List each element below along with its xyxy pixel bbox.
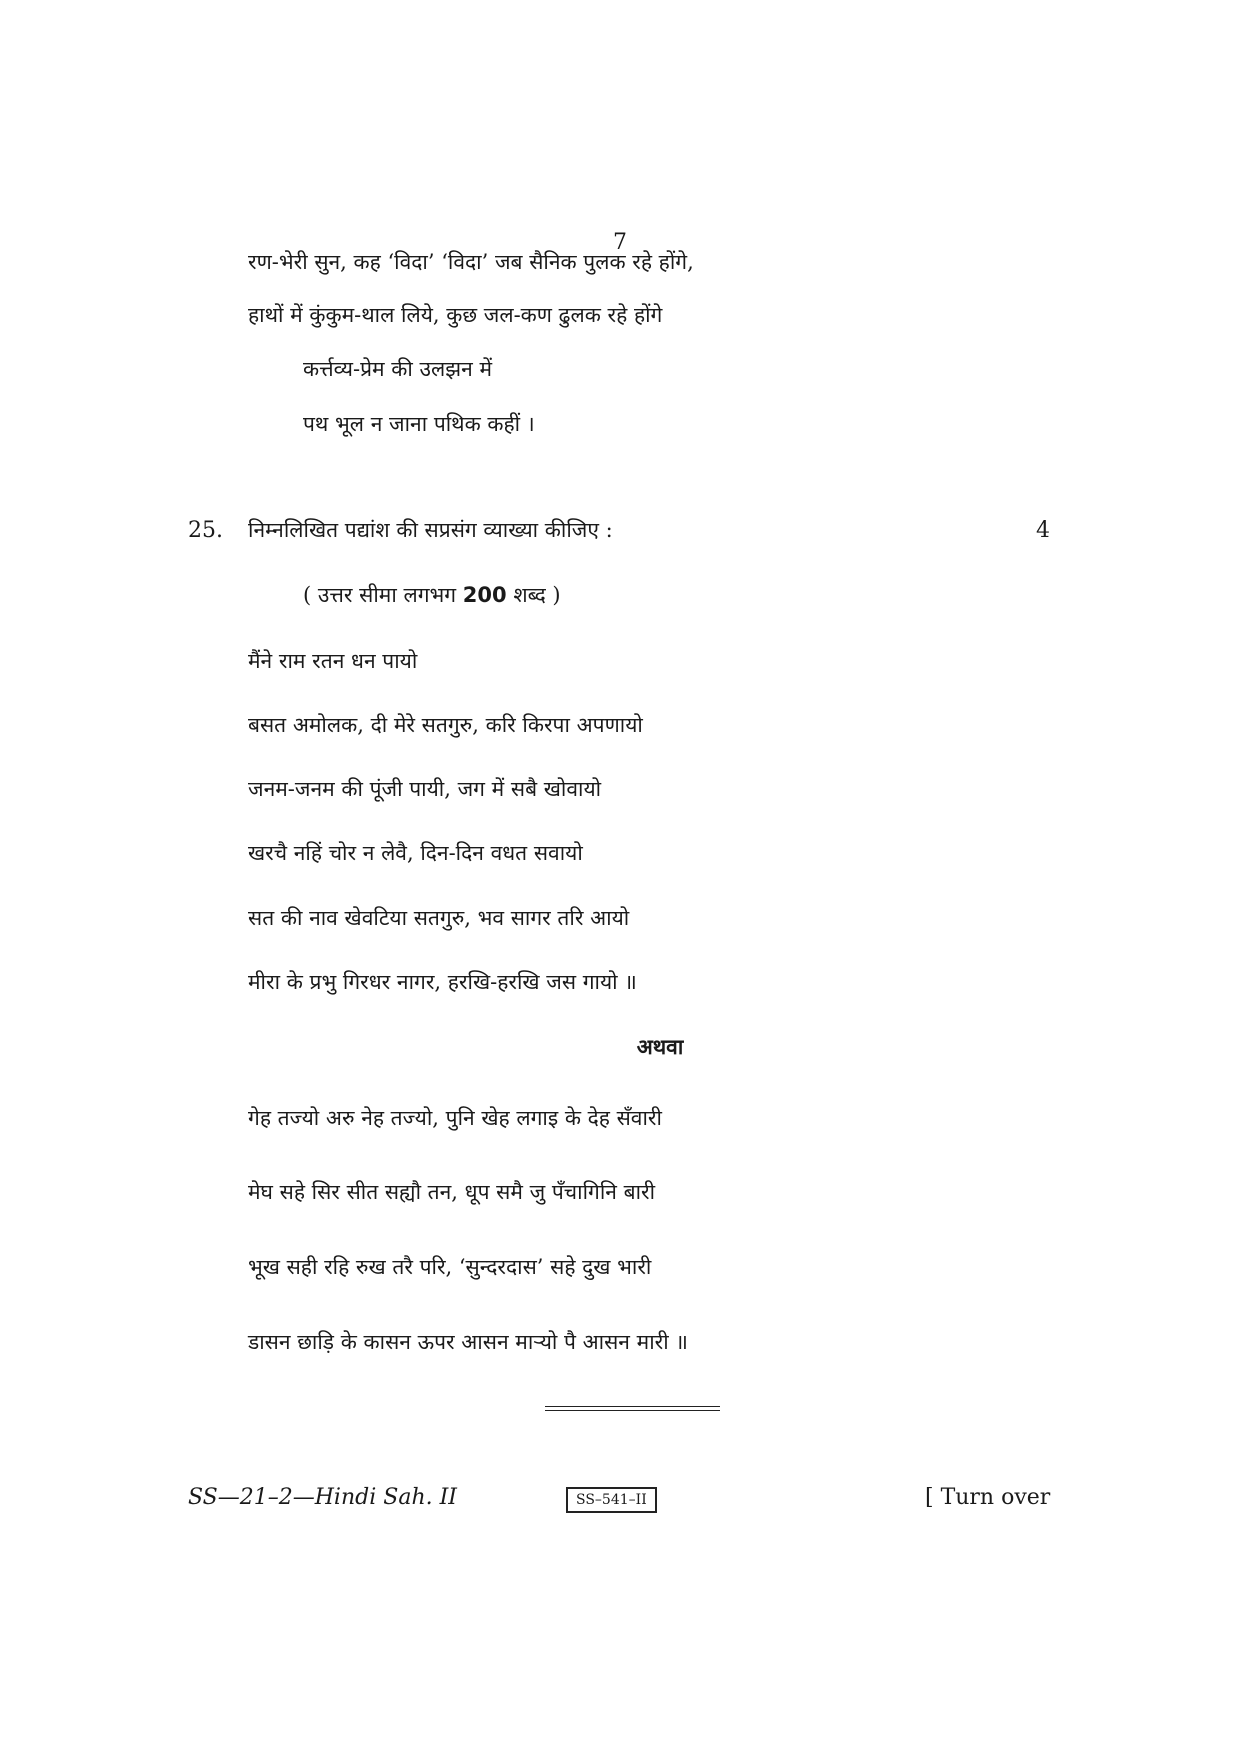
verse-b-line: भूख सही रहि रुख तरै परि, ‘सुन्दरदास’ सहे दुख भारी: [248, 1255, 652, 1279]
or-label: अथवा: [636, 1034, 684, 1059]
word-limit-suffix: शब्द ): [513, 583, 561, 607]
end-rule: [545, 1406, 720, 1411]
word-limit-number: 200: [462, 583, 507, 607]
verse-a-line: खरचै नहिं चोर न लेवै, दिन-दिन वधत सवायो: [248, 841, 583, 865]
verse-a-line: मीरा के प्रभु गिरधर नागर, हरखि-हरखि जस गायो ॥: [248, 970, 637, 994]
verse-a-line: बसत अमोलक, दी मेरे सतगुरु, करि किरपा अपणायो: [248, 713, 643, 737]
verse-top-line: रण-भेरी सुन, कह ‘विदा’ ‘विदा’ जब सैनिक पुलक रहे होंगे,: [248, 250, 694, 274]
footer-turn-over: [ Turn over: [925, 1485, 1051, 1510]
question-text: निम्नलिखित पद्यांश की सप्रसंग व्याख्या कीजिए :: [248, 518, 613, 542]
footer-paper-code: SS—21–2—Hindi Sah. II: [188, 1485, 457, 1510]
verse-top-line: पथ भूल न जाना पथिक कहीं ।: [303, 412, 535, 436]
verse-a-line: जनम-जनम की पूंजी पायी, जग में सबै खोवायो: [248, 777, 602, 801]
verse-b-line: मेघ सहे सिर सीत सह्यौ तन, धूप समै जु पँचागिनि बारी: [248, 1180, 656, 1204]
page-number: 7: [613, 230, 627, 255]
verse-a-line: सत की नाव खेवटिया सतगुरु, भव सागर तरि आयो: [248, 906, 630, 930]
question-number: 25.: [188, 518, 223, 543]
verse-top-line: हाथों में कुंकुम-थाल लिये, कुछ जल-कण ढुलक रहे होंगे: [248, 303, 663, 327]
word-limit-prefix: ( उत्तर सीमा लगभग: [303, 583, 457, 607]
question-marks: 4: [1036, 518, 1050, 543]
word-limit: [303, 581, 561, 609]
verse-top-line: कर्त्तव्य-प्रेम की उलझन में: [303, 357, 493, 381]
verse-a-line: मैंने राम रतन धन पायो: [248, 649, 418, 673]
footer-box-code: SS–541–II: [566, 1487, 657, 1513]
verse-b-line: डासन छाड़ि के कासन ऊपर आसन मार्‍यो पै आसन मारी ॥: [248, 1330, 688, 1354]
verse-b-line: गेह तज्यो अरु नेह तज्यो, पुनि खेह लगाइ के देह सँवारी: [248, 1106, 662, 1130]
